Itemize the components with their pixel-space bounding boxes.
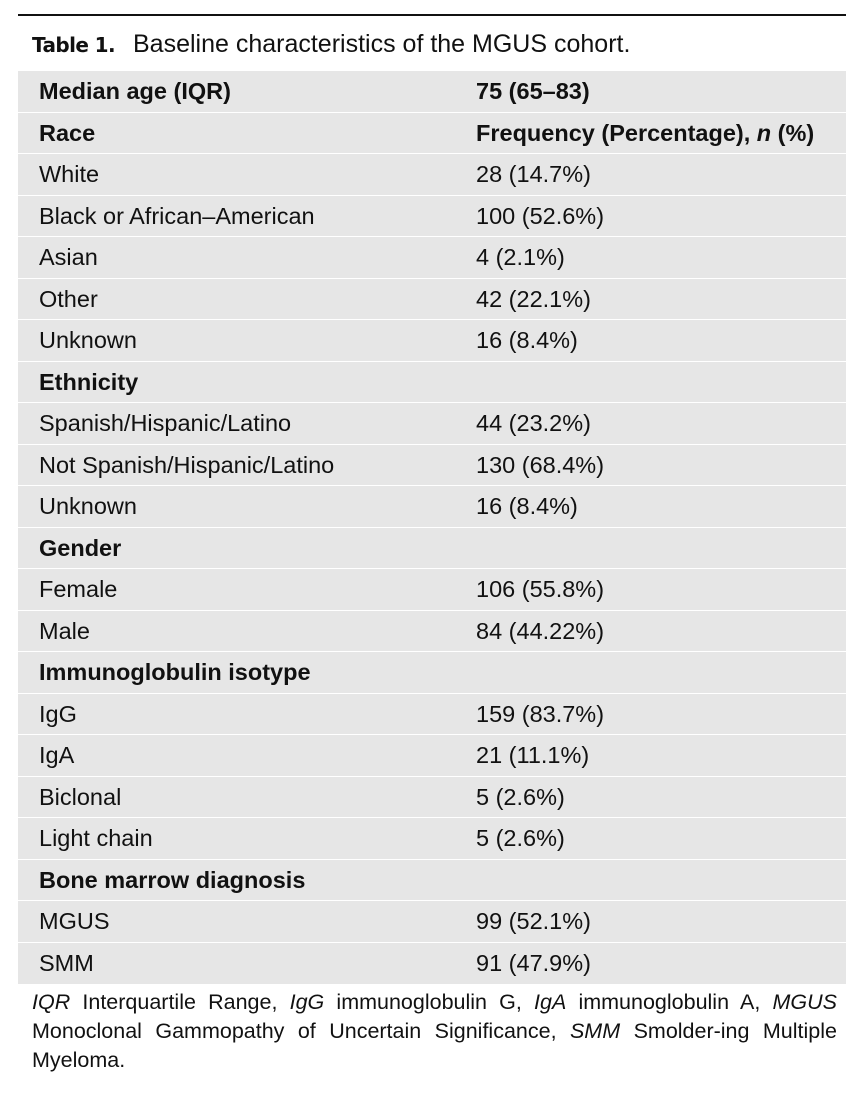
footnote-abbreviation: IgA — [534, 990, 567, 1014]
value-text: (%) — [771, 119, 815, 146]
table-row — [18, 237, 846, 279]
footnote-abbreviation: MGUS — [772, 990, 837, 1014]
row-label: Unknown — [39, 493, 137, 519]
table-row — [18, 196, 846, 238]
row-label: SMM — [39, 949, 94, 976]
row-value: 84 (44.22%) — [476, 617, 605, 644]
table-row — [18, 362, 846, 404]
table-row — [18, 860, 846, 902]
table-row — [18, 943, 846, 985]
row-value: 28 (14.7%) — [476, 161, 591, 187]
row-label: Unknown — [39, 327, 137, 353]
row-label: Immunoglobulin isotype — [39, 659, 311, 685]
row-label: Black or African–American — [39, 202, 315, 229]
table-row — [18, 528, 846, 570]
table-row — [18, 569, 846, 611]
table-row — [18, 818, 846, 860]
table-row — [18, 777, 846, 819]
row-value: 5 (2.6%) — [476, 783, 565, 810]
footnote-definition: immunoglobulin G, — [324, 990, 535, 1014]
row-value: 16 (8.4%) — [476, 327, 578, 353]
row-value: 16 (8.4%) — [476, 493, 578, 519]
footnote-definition: Interquartile Range, — [70, 990, 290, 1014]
row-value: 130 (68.4%) — [476, 451, 605, 478]
row-label: MGUS — [39, 908, 110, 934]
table-row — [18, 652, 846, 694]
table-caption — [32, 28, 630, 61]
row-value: 159 (83.7%) — [476, 700, 605, 727]
row-value: 44 (23.2%) — [476, 410, 591, 436]
row-label: Gender — [39, 534, 122, 561]
row-value: 75 (65–83) — [476, 78, 590, 104]
row-label: White — [39, 161, 100, 187]
row-label: Other — [39, 285, 98, 312]
footnote-definition: immunoglobulin A, — [566, 990, 773, 1014]
characteristics-table — [18, 71, 846, 984]
row-label: Race — [39, 119, 96, 146]
row-label: Bone marrow diagnosis — [39, 866, 306, 893]
row-label: Female — [39, 576, 118, 602]
row-value — [476, 113, 814, 154]
row-label: IgG — [39, 700, 77, 727]
table-row — [18, 735, 846, 777]
table-row — [18, 154, 846, 196]
table-row — [18, 445, 846, 487]
footnote-abbreviation: IQR — [32, 990, 71, 1014]
row-label: Male — [39, 617, 90, 644]
table-row — [18, 71, 846, 113]
row-value: 106 (55.8%) — [476, 576, 605, 602]
table-row — [18, 901, 846, 943]
footnote-abbreviation: SMM — [569, 1019, 621, 1043]
row-value: 91 (47.9%) — [476, 949, 591, 976]
table-row — [18, 611, 846, 653]
row-label: Median age (IQR) — [39, 78, 231, 104]
row-value: 42 (22.1%) — [476, 285, 591, 312]
row-label: IgA — [39, 742, 75, 768]
row-value: 5 (2.6%) — [476, 825, 565, 851]
row-label: Light chain — [39, 825, 153, 851]
row-label: Spanish/Hispanic/Latino — [39, 410, 292, 436]
row-value: 21 (11.1%) — [476, 742, 590, 768]
table-footnote — [32, 988, 837, 1075]
table-row — [18, 403, 846, 445]
table-row — [18, 694, 846, 736]
row-label: Asian — [39, 244, 98, 270]
table-row — [18, 320, 846, 362]
table-row — [18, 113, 846, 155]
row-label: Biclonal — [39, 783, 122, 810]
value-italic: n — [756, 119, 772, 146]
table-caption-label: Table 1. — [32, 33, 115, 57]
footnote-abbreviation: IgG — [289, 990, 325, 1014]
top-rule — [18, 14, 846, 16]
footnote-definition: Smolder-ing Multiple Myeloma. — [32, 1019, 837, 1072]
table-row — [18, 279, 846, 321]
row-label: Ethnicity — [39, 368, 139, 395]
table-row — [18, 486, 846, 528]
footnote-definition: Monoclonal Gammopathy of Uncertain Significance, — [32, 1019, 570, 1043]
row-value: 4 (2.1%) — [476, 244, 565, 270]
row-value: 100 (52.6%) — [476, 202, 605, 229]
value-text: Frequency (Percentage), — [476, 119, 757, 146]
row-value: 99 (52.1%) — [476, 908, 591, 934]
table-caption-text: Baseline characteristics of the MGUS cohort. — [132, 30, 631, 58]
row-label: Not Spanish/Hispanic/Latino — [39, 451, 335, 478]
